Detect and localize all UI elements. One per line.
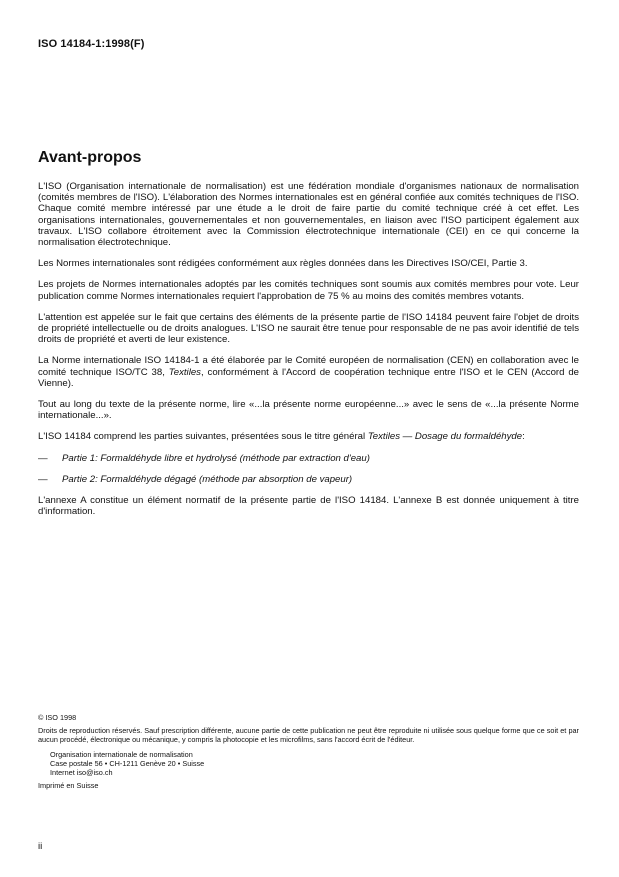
dash-marker: — bbox=[38, 473, 48, 485]
organisation-name: Organisation internationale de normalisation bbox=[50, 750, 193, 759]
emphasis-textiles: Textiles bbox=[168, 366, 201, 378]
text-segment: L'ISO 14184 comprend les parties suivantes, présentées sous le titre général bbox=[38, 431, 368, 443]
paragraph-patent-rights: L'attention est appelée sur le fait que certains des éléments de la présente partie de l'ISO 14184 peuvent faire l'objet de droits de propriété intellectuelle ou de droits analogues. L'ISO ne saurait être tenue pour responsable de ne pas avoir identifié de tels droits de propriété et averti de leur existence. bbox=[38, 311, 579, 346]
text-segment: : bbox=[522, 431, 525, 443]
reproduction-rights: Droits de reproduction réservés. Sauf prescription différente, aucune partie de cette publication ne peut être reproduite ni utilisée sous quelque forme que ce soit et par aucun procédé, électronique ou mécanique, y compris la photocopie et les microfilms, sans l'accord écrit de l'éditeur. bbox=[38, 726, 579, 744]
dash-marker: — bbox=[38, 452, 48, 464]
list-item-part-1 bbox=[38, 453, 579, 464]
emphasis-general-title: Textiles — Dosage du formaldéhyde bbox=[367, 431, 523, 443]
paragraph-reading-note: Tout au long du texte de la présente norme, lire «...la présente norme européenne...» avec le sens de «...la présente Norme internationale...». bbox=[38, 399, 579, 422]
part-2-title: Partie 2: Formaldéhyde dégagé (méthode par absorption de vapeur) bbox=[62, 473, 353, 485]
paragraph-parts-intro bbox=[38, 431, 579, 442]
part-1-title: Partie 1: Formaldéhyde libre et hydrolysé (méthode par extraction d'eau) bbox=[62, 452, 370, 464]
internet-contact: Internet iso@iso.ch bbox=[50, 768, 113, 777]
paragraph-iso-description: L'ISO (Organisation internationale de normalisation) est une fédération mondiale d'organismes nationaux de normalisation (comités membres de l'ISO). L'élaboration des Normes internationales est en général confiée aux comités techniques de l'ISO. Chaque comité membre intéressé par une étude a le droit de faire partie du comité technique créé à cet effet. Les organisations internationales, gouvernementales et non gouvernementales, en liaison avec l'ISO participent également aux travaux. L'ISO collabore étroitement avec la Commission électrotechnique internationale (CEI) en ce qui concerne la normalisation électrotechnique. bbox=[38, 181, 579, 249]
foreword-body bbox=[38, 181, 579, 527]
paragraph-preparation bbox=[38, 355, 579, 389]
printed-in: Imprimé en Suisse bbox=[38, 781, 99, 790]
section-title: Avant-propos bbox=[38, 149, 142, 166]
copyright-footer bbox=[38, 713, 579, 790]
text-segment: La Norme internationale ISO 14184-1 a été élaborée par le Comité européen de normalisation (CEN) en collaboration avec le comité technique ISO/TC 38, bbox=[38, 355, 579, 378]
paragraph-annexes: L'annexe A constitue un élément normatif de la présente partie de l'ISO 14184. L'annexe B est donnée uniquement à titre d'information. bbox=[38, 495, 579, 518]
paragraph-directives: Les Normes internationales sont rédigées conformément aux règles données dans les Directives ISO/CEI, Partie 3. bbox=[38, 258, 528, 270]
paragraph-voting: Les projets de Normes internationales adoptés par les comités techniques sont soumis aux comités membres pour vote. Leur publication comme Normes internationales requiert l'approbation de 75 % au moins des comités membres votants. bbox=[38, 279, 579, 302]
list-item-part-2 bbox=[38, 474, 579, 485]
text-segment: , conformément à l'Accord de coopération technique entre l'ISO et le CEN (Accord de Vienne). bbox=[38, 366, 580, 389]
postal-address: Case postale 56 • CH-1211 Genève 20 • Suisse bbox=[50, 759, 205, 768]
copyright-notice: © ISO 1998 bbox=[38, 713, 77, 722]
standard-reference-header: ISO 14184-1:1998(F) bbox=[38, 38, 145, 50]
page-number: ii bbox=[38, 841, 43, 852]
